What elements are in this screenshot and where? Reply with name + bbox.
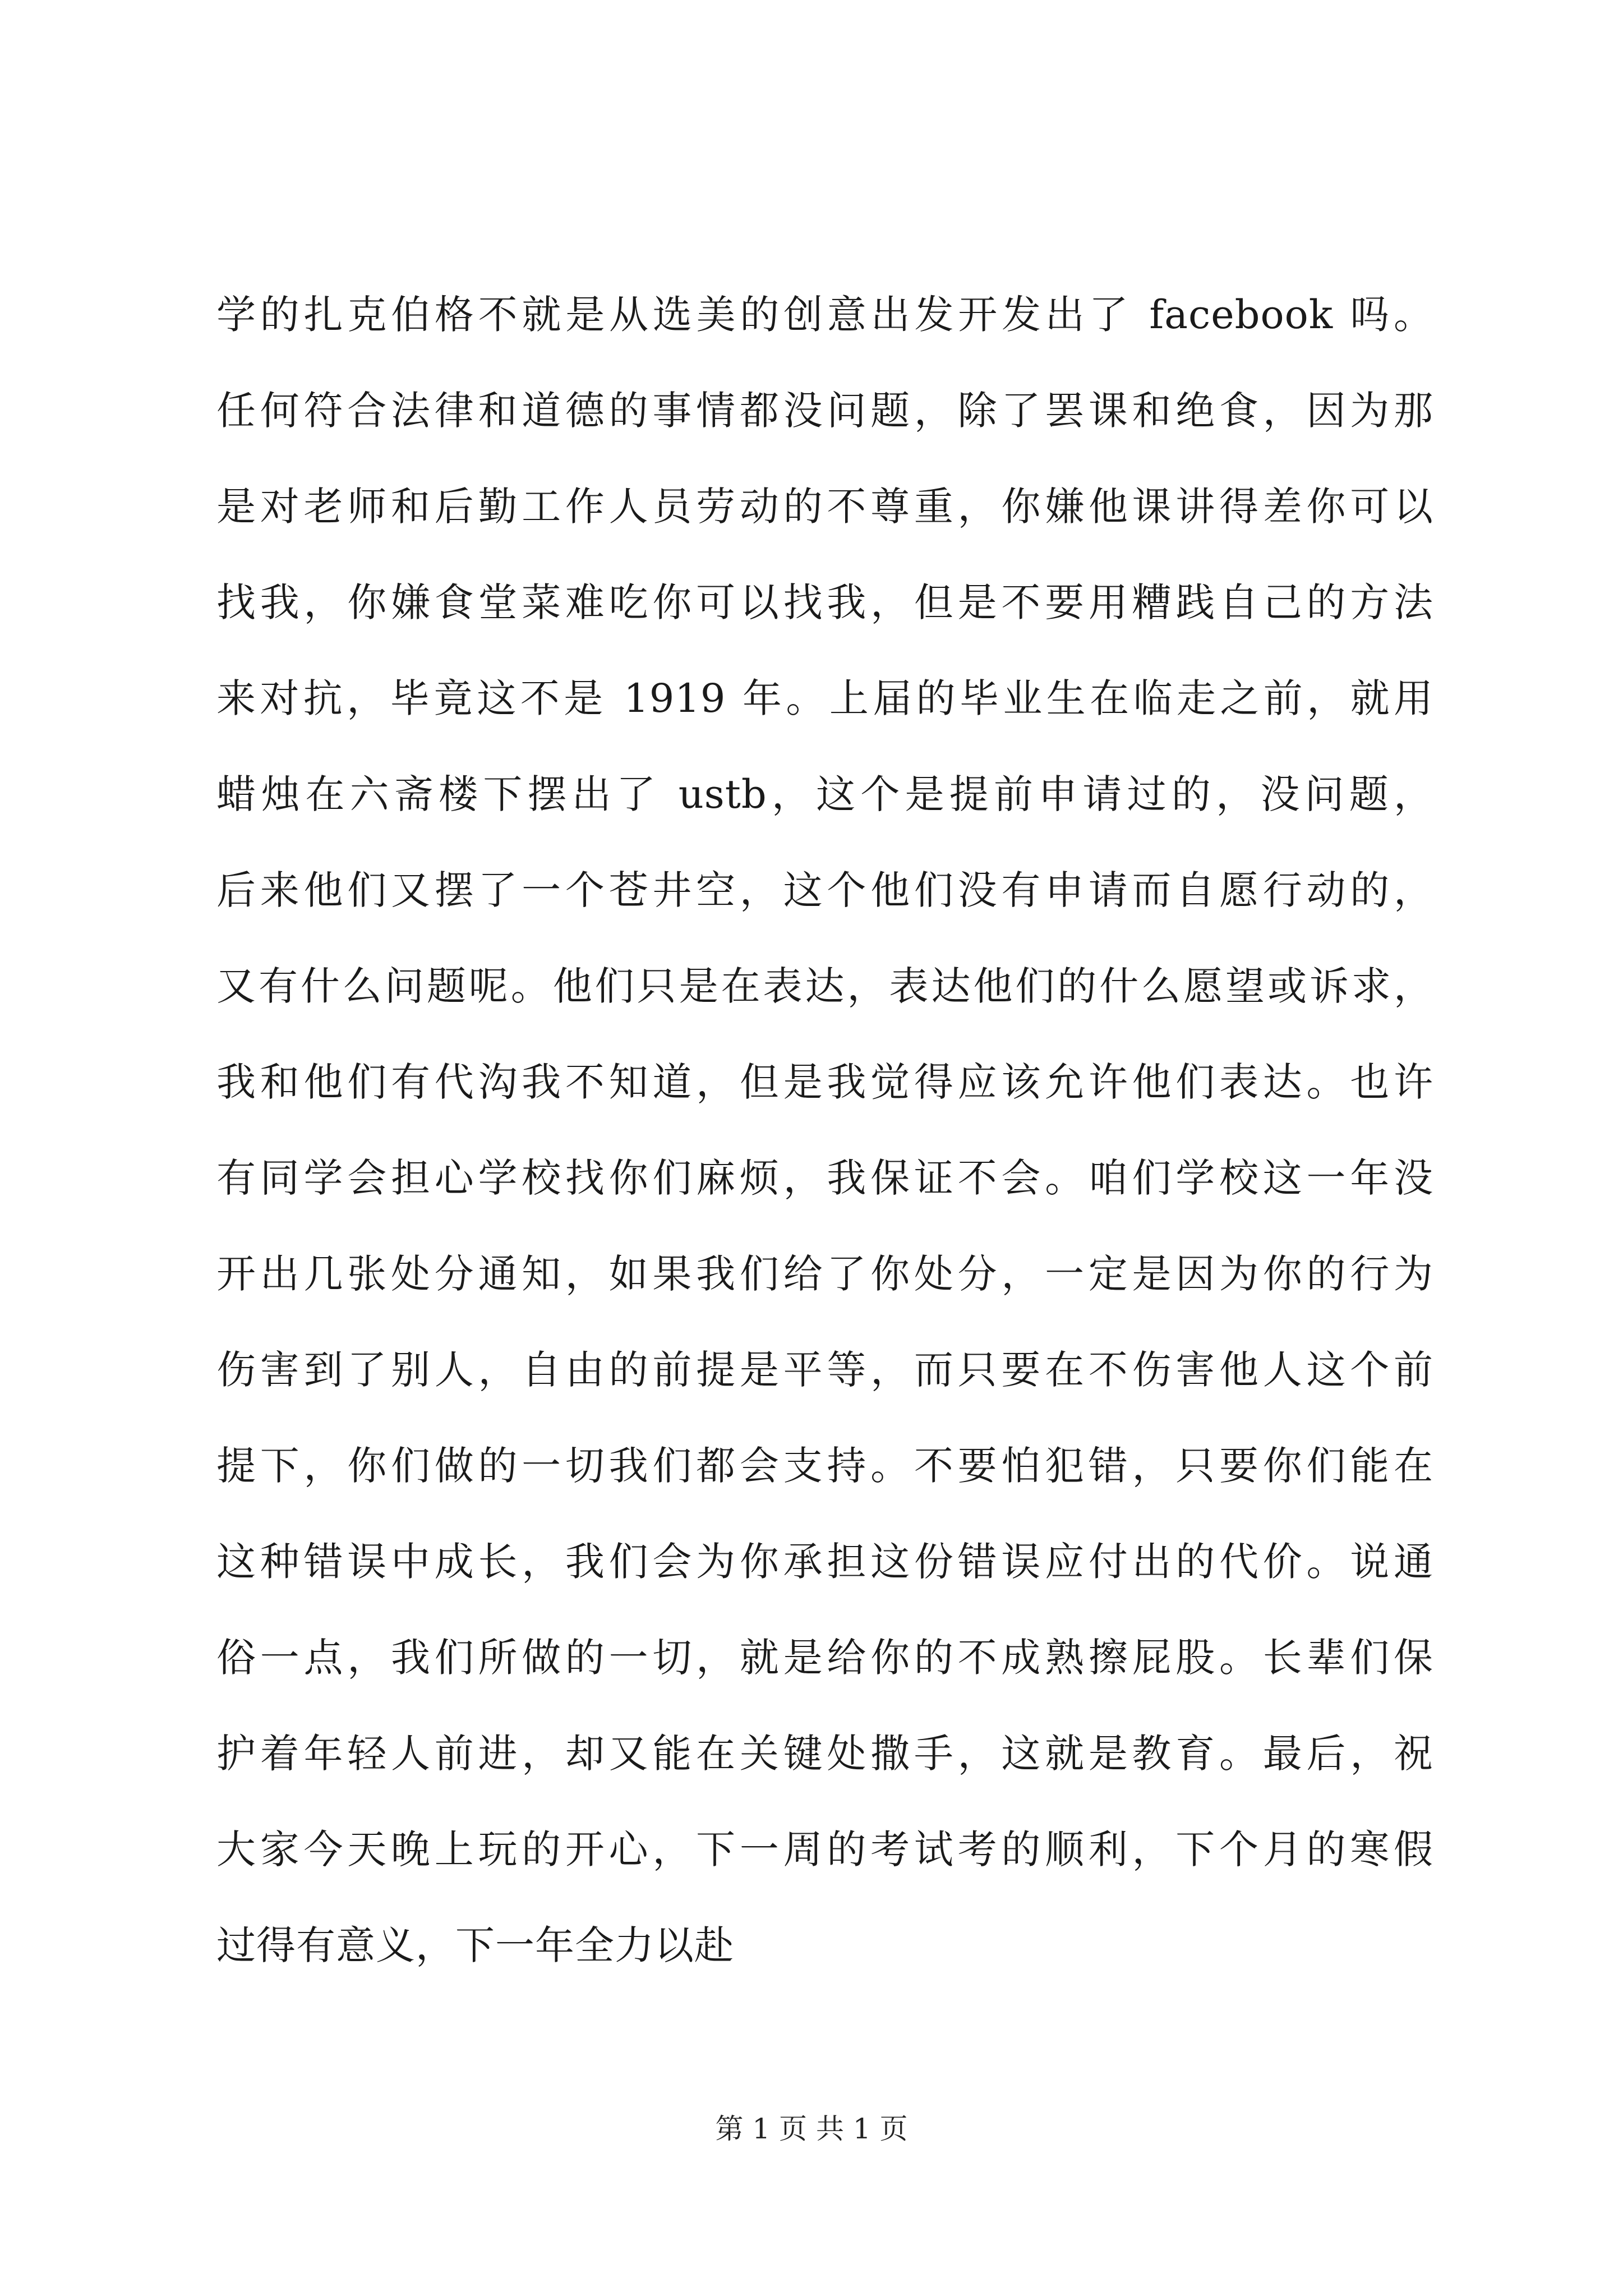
text-line: 是对老师和后勤工作人员劳动的不尊重，你嫌他课讲得差你可以 bbox=[216, 484, 1433, 530]
text-line: 俗一点，我们所做的一切，就是给你的不成熟擦屁股。长辈们保 bbox=[216, 1635, 1433, 1681]
text-line: 提下，你们做的一切我们都会支持。不要怕犯错，只要你们能在 bbox=[216, 1443, 1433, 1489]
text-line: 任何符合法律和道德的事情都没问题，除了罢课和绝食，因为那 bbox=[216, 388, 1433, 434]
text-line: 大家今天晚上玩的开心，下一周的考试考的顺利，下个月的寒假 bbox=[216, 1826, 1433, 1872]
text-line: 学的扎克伯格不就是从选美的创意出发开发出了 facebook 吗。 bbox=[216, 292, 1433, 338]
text-line: 蜡烛在六斋楼下摆出了 ustb，这个是提前申请过的，没问题， bbox=[216, 771, 1433, 817]
text-line: 护着年轻人前进，却又能在关键处撒手，这就是教育。最后，祝 bbox=[216, 1731, 1433, 1777]
body-text bbox=[216, 267, 1433, 1994]
text-line: 有同学会担心学校找你们麻烦，我保证不会。咱们学校这一年没 bbox=[216, 1155, 1433, 1201]
text-line: 来对抗，毕竟这不是 1919 年。上届的毕业生在临走之前，就用 bbox=[216, 675, 1433, 721]
text-line: 又有什么问题呢。他们只是在表达，表达他们的什么愿望或诉求， bbox=[216, 963, 1433, 1009]
text-line-last: 过得有意义，下一年全力以赴 bbox=[216, 1922, 734, 1968]
text-line: 开出几张处分通知，如果我们给了你处分，一定是因为你的行为 bbox=[216, 1251, 1433, 1297]
page-footer: 第 1 页 共 1 页 bbox=[715, 2113, 908, 2145]
text-line: 伤害到了别人，自由的前提是平等，而只要在不伤害他人这个前 bbox=[216, 1347, 1433, 1393]
text-line: 我和他们有代沟我不知道，但是我觉得应该允许他们表达。也许 bbox=[216, 1059, 1433, 1105]
text-line: 找我，你嫌食堂菜难吃你可以找我，但是不要用糟践自己的方法 bbox=[216, 579, 1433, 625]
text-line: 这种错误中成长，我们会为你承担这份错误应付出的代价。说通 bbox=[216, 1539, 1433, 1585]
text-line: 后来他们又摆了一个苍井空，这个他们没有申请而自愿行动的， bbox=[216, 867, 1433, 913]
